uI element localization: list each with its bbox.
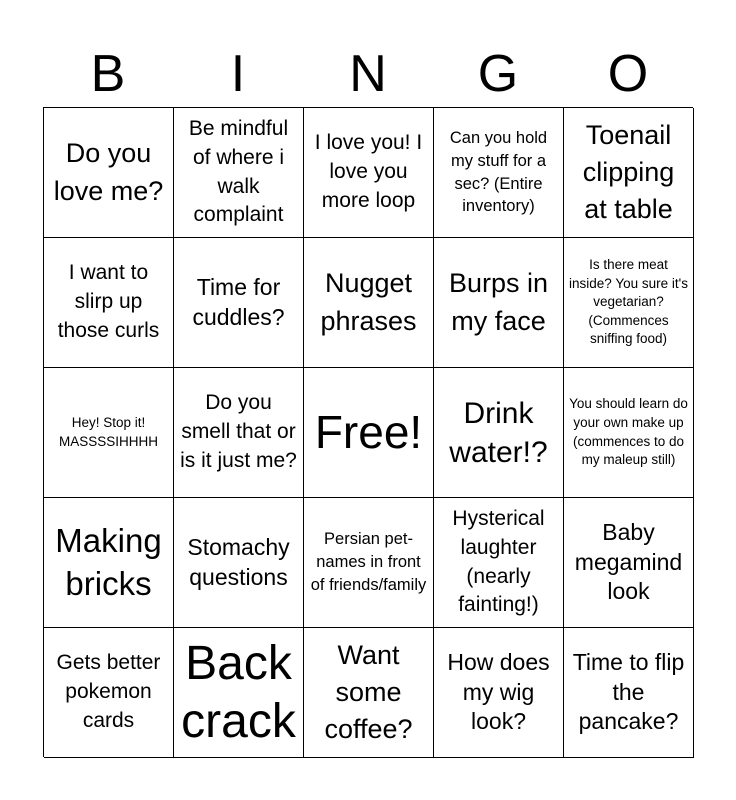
cell-text: Do you smell that or is it just me? (180, 391, 297, 472)
cell-text: Drink water!? (449, 396, 548, 469)
bingo-cell[interactable] (564, 108, 694, 238)
cell-text: Nugget phrases (320, 268, 417, 336)
bingo-board (43, 107, 693, 757)
bingo-cell[interactable] (44, 498, 174, 628)
bingo-cell[interactable] (304, 238, 434, 368)
bingo-cell[interactable] (434, 238, 564, 368)
bingo-cell[interactable] (174, 108, 304, 238)
cell-text: How does my wig look? (447, 648, 550, 735)
cell-text: Persian pet-names in front of friends/family (310, 530, 427, 594)
bingo-header (43, 44, 693, 104)
bingo-cell[interactable] (44, 368, 174, 498)
cell-text: Want some coffee? (324, 639, 413, 745)
cell-text: You should learn do your own make up (commences to do my maleup still) (569, 396, 688, 468)
cell-text: Toenail clipping at table (582, 119, 675, 225)
cell-text: Baby megamind look (574, 518, 683, 605)
bingo-cell[interactable] (44, 238, 174, 368)
free-space-text: Free! (314, 405, 423, 458)
cell-text: Time to flip the pancake? (572, 648, 685, 735)
bingo-cell[interactable] (174, 238, 304, 368)
cell-text: Time for cuddles? (192, 273, 285, 330)
cell-text: Can you hold my stuff for a sec? (Entire inventory) (449, 128, 548, 216)
bingo-cell[interactable] (304, 498, 434, 628)
bingo-cell[interactable] (44, 108, 174, 238)
cell-text: I want to slirp up those curls (57, 261, 160, 342)
cell-text: Gets better pokemon cards (56, 651, 161, 732)
bingo-cell[interactable] (44, 628, 174, 758)
bingo-cell[interactable] (564, 498, 694, 628)
cell-text: Hysterical laughter (nearly fainting!) (452, 506, 545, 617)
header-letter-o: O (607, 45, 649, 103)
cell-text: Is there meat inside? You sure it's vegetarian? (Commences sniffing food) (569, 256, 688, 347)
bingo-cell[interactable] (564, 368, 694, 498)
bingo-cell[interactable] (434, 628, 564, 758)
header-letter-n: N (349, 45, 387, 103)
cell-text: Hey! Stop it! MASSSSIHHHH (58, 414, 158, 449)
header-letter-g: G (477, 45, 519, 103)
header-letter-i: I (230, 45, 246, 103)
cell-text: Stomachy questions (187, 533, 290, 590)
cell-text: Burps in my face (448, 268, 549, 336)
bingo-cell[interactable] (434, 498, 564, 628)
bingo-cell[interactable] (434, 108, 564, 238)
cell-text: Do you love me? (53, 138, 164, 206)
bingo-cell[interactable] (174, 368, 304, 498)
bingo-cell[interactable] (304, 628, 434, 758)
header-letter-b: B (90, 45, 126, 103)
cell-text: Be mindful of where i walk complaint (188, 116, 289, 227)
bingo-cell[interactable] (174, 628, 304, 758)
bingo-cell free-cell[interactable] (304, 368, 434, 498)
cell-text: Back crack (181, 636, 296, 748)
bingo-cell[interactable] (304, 108, 434, 238)
cell-text: Making bricks (55, 521, 162, 602)
bingo-cell[interactable] (564, 628, 694, 758)
bingo-cell[interactable] (564, 238, 694, 368)
cell-text: I love you! I love you more loop (314, 131, 423, 212)
bingo-cell[interactable] (434, 368, 564, 498)
bingo-cell[interactable] (174, 498, 304, 628)
